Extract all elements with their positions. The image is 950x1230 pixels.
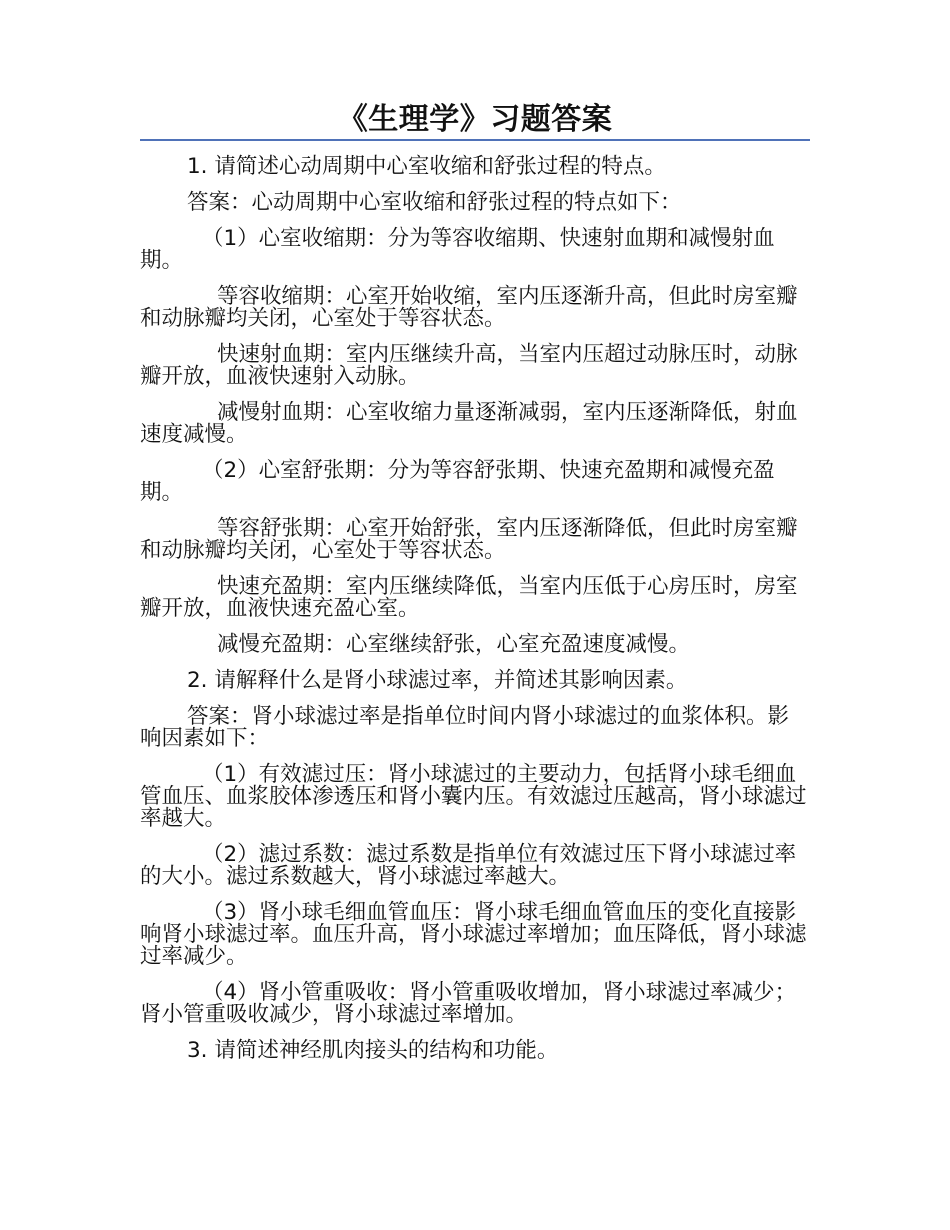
answer-2-factor-4: （4）肾小管重吸收：肾小管重吸收增加，肾小球滤过率减少；肾小管重吸收减少，肾小球滤过率增加。: [140, 980, 797, 1027]
answer-1-systole: （1）心室收缩期：分为等容收缩期、快速射血期和减慢射血期。: [140, 226, 775, 273]
title-underline: [140, 139, 810, 141]
document-body: [140, 156, 810, 1062]
page-title: 《生理学》习题答案: [337, 102, 613, 137]
answer-1-diastole: （2）心室舒张期：分为等容舒张期、快速充盈期和减慢充盈期。: [140, 458, 775, 505]
answer-1-intro: 答案：心动周期中心室收缩和舒张过程的特点如下：: [187, 190, 682, 215]
answer-1-reduced-filling: 减慢充盈期：心室继续舒张，心室充盈速度减慢。: [217, 632, 691, 657]
question-1: 1. 请简述心动周期中心室收缩和舒张过程的特点。: [187, 154, 666, 179]
answer-1-rapid-ejection: 快速射血期：室内压继续升高，当室内压超过动脉压时，动脉瓣开放，血液快速射入动脉。: [140, 342, 798, 389]
answer-2-factor-1: （1）有效滤过压：肾小球滤过的主要动力，包括肾小球毛细血管血压、血浆胶体渗透压和肾小囊内压。有效滤过压越高，肾小球滤过率越大。: [140, 762, 807, 831]
answer-1-isovolumic-contraction: 等容收缩期：心室开始收缩，室内压逐渐升高，但此时房室瓣和动脉瓣均关闭，心室处于等容状态。: [140, 284, 798, 331]
question-2: 2. 请解释什么是肾小球滤过率，并简述其影响因素。: [187, 668, 688, 693]
answer-1-reduced-ejection: 减慢射血期：心室收缩力量逐渐减弱，室内压逐渐降低，射血速度减慢。: [140, 400, 798, 447]
answer-2-factor-2: （2）滤过系数：滤过系数是指单位有效滤过压下肾小球滤过率的大小。滤过系数越大，肾小球滤过率越大。: [140, 842, 797, 889]
question-3: 3. 请简述神经肌肉接头的结构和功能。: [187, 1038, 559, 1063]
answer-1-isovolumic-relaxation: 等容舒张期：心室开始舒张，室内压逐渐降低，但此时房室瓣和动脉瓣均关闭，心室处于等容状态。: [140, 516, 798, 563]
answer-2-intro: 答案：肾小球滤过率是指单位时间内肾小球滤过的血浆体积。影响因素如下：: [140, 704, 790, 751]
answer-2-factor-3: （3）肾小球毛细血管血压：肾小球毛细血管血压的变化直接影响肾小球滤过率。血压升高，肾小球滤过率增加；血压降低，肾小球滤过率减少。: [140, 900, 807, 969]
answer-1-rapid-filling: 快速充盈期：室内压继续降低，当室内压低于心房压时，房室瓣开放，血液快速充盈心室。: [140, 574, 798, 621]
